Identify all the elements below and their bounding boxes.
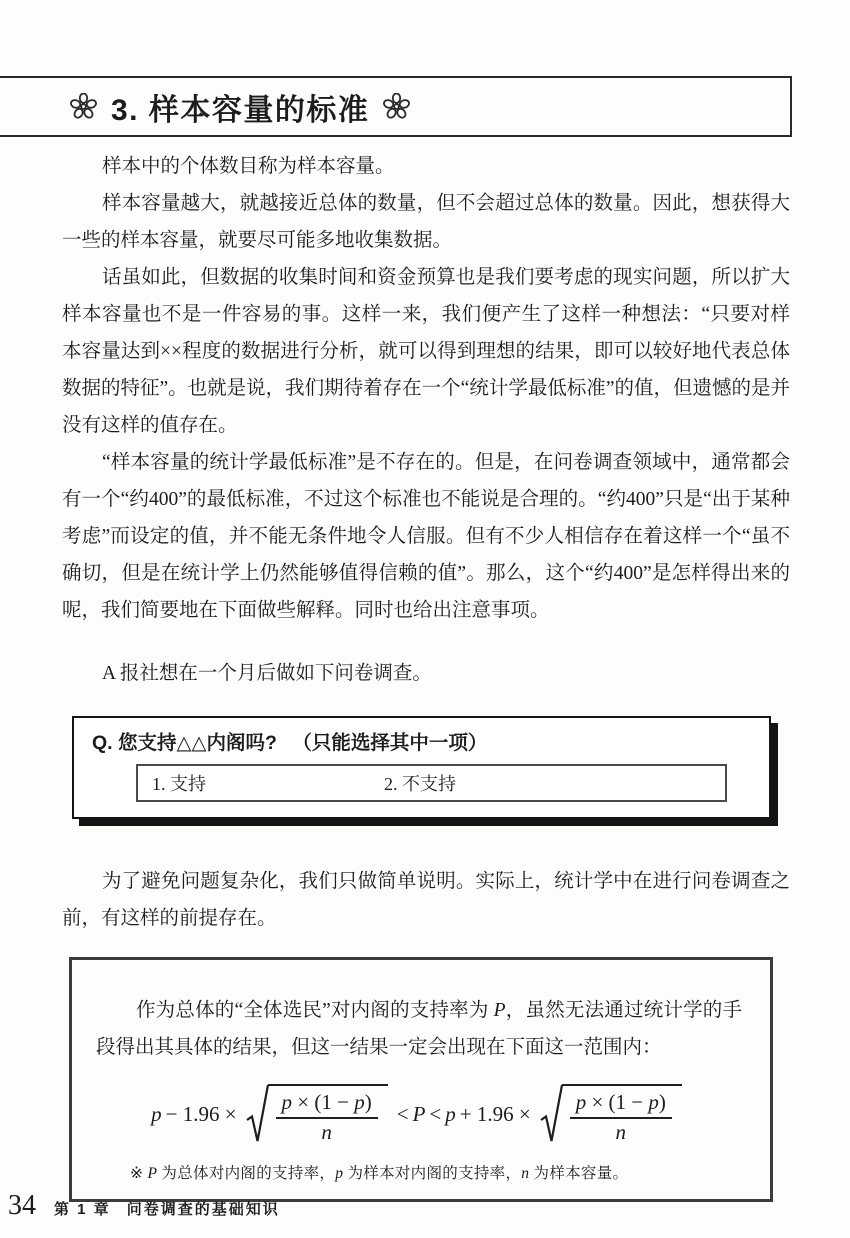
fraction [570,1090,672,1145]
population-rate-var: P [493,1000,506,1021]
page-content [62,148,790,1202]
population-rate-var: P [412,1102,426,1127]
fraction-numerator: p × (1 − p) [570,1090,672,1119]
less-than-sign: < [396,1102,409,1127]
option-support: 1. 支持 [152,774,206,794]
answer-options-box [136,764,727,802]
florette-icon [70,93,97,120]
sample-rate-var: p [151,1102,162,1127]
page-footer [8,1190,280,1222]
formula-footnote: ※ P 为总体对内阁的支持率，p 为样本对内阁的支持率，n 为样本容量。 [130,1165,629,1183]
sample-rate-var: p [445,1102,456,1127]
fraction-denominator: n [321,1120,332,1145]
radical-sign-icon [246,1084,270,1144]
section-title-banner [0,76,792,137]
question-instruction: （只能选择其中一项） [292,732,488,754]
florette-icon [383,93,410,120]
premise-intro: 作为总体的“全体选民”对内阁的支持率为 P，虽然无法通过统计学的手段得出其具体的结果，但这一结果一定会出现在下面这一范围内： [96,1000,742,1058]
chapter-label: 第 1 章 [54,1201,111,1218]
questionnaire-box [72,716,771,819]
square-root-right [540,1084,682,1145]
fraction-denominator: n [615,1120,627,1145]
chapter-title: 问卷调查的基础知识 [126,1201,280,1218]
section-title: 3. 样本容量的标准 [111,93,370,127]
radical-sign-icon [540,1084,564,1144]
paragraph: 样本容量越大，就越接近总体的数量，但不会超过总体的数量。因此，想获得大一些的样本容量，就要尽可能多地收集数据。 [62,193,790,251]
fraction-numerator: p × (1 − p) [276,1090,378,1119]
paragraph: 为了避免问题复杂化，我们只做简单说明。实际上，统计学中在进行问卷调查之前，有这样的前提存在。 [62,871,790,929]
confidence-interval-formula [96,1084,742,1145]
radicand [268,1084,388,1145]
square-root-left [246,1084,388,1145]
question-text: Q. 您支持△△内阁吗? [92,732,277,754]
radicand [562,1084,682,1145]
plus-operator: + 1.96 × [459,1102,531,1127]
option-not-support: 2. 不支持 [384,774,456,794]
premise-box [69,957,773,1202]
page-number: 34 [8,1190,36,1221]
question-line [92,727,753,755]
fraction [276,1090,378,1145]
paragraph: “样本容量的统计学最低标准”是不存在的。但是，在问卷调查领域中，通常都会有一个“约400”的最低标准，不过这个标准也不能说是合理的。“约400”只是“出于某种考虑”而设定的值，并不能无条件地令人信服。但有不少人相信存在着这样一个“虽不确切，但是在统计学上仍然能够值得信赖的值”。那么，这个“约400”是怎样得出来的呢，我们简要地在下面做些解释。同时也给出注意事项。 [62,452,790,621]
less-than-sign: < [429,1102,442,1127]
paragraph: A 报社想在一个月后做如下问卷调查。 [101,663,432,684]
minus-operator: − 1.96 × [165,1102,237,1127]
paragraph: 话虽如此，但数据的收集时间和资金预算也是我们要考虑的现实问题，所以扩大样本容量也不是一件容易的事。这样一来，我们便产生了这样一种想法：“只要对样本容量达到××程度的数据进行分析，就可以得到理想的结果，即可以较好地代表总体数据的特征”。也就是说，我们期待着存在一个“统计学最低标准”的值，但遗憾的是并没有这样的值存在。 [62,267,790,436]
paragraph: 样本中的个体数目称为样本容量。 [101,156,395,177]
